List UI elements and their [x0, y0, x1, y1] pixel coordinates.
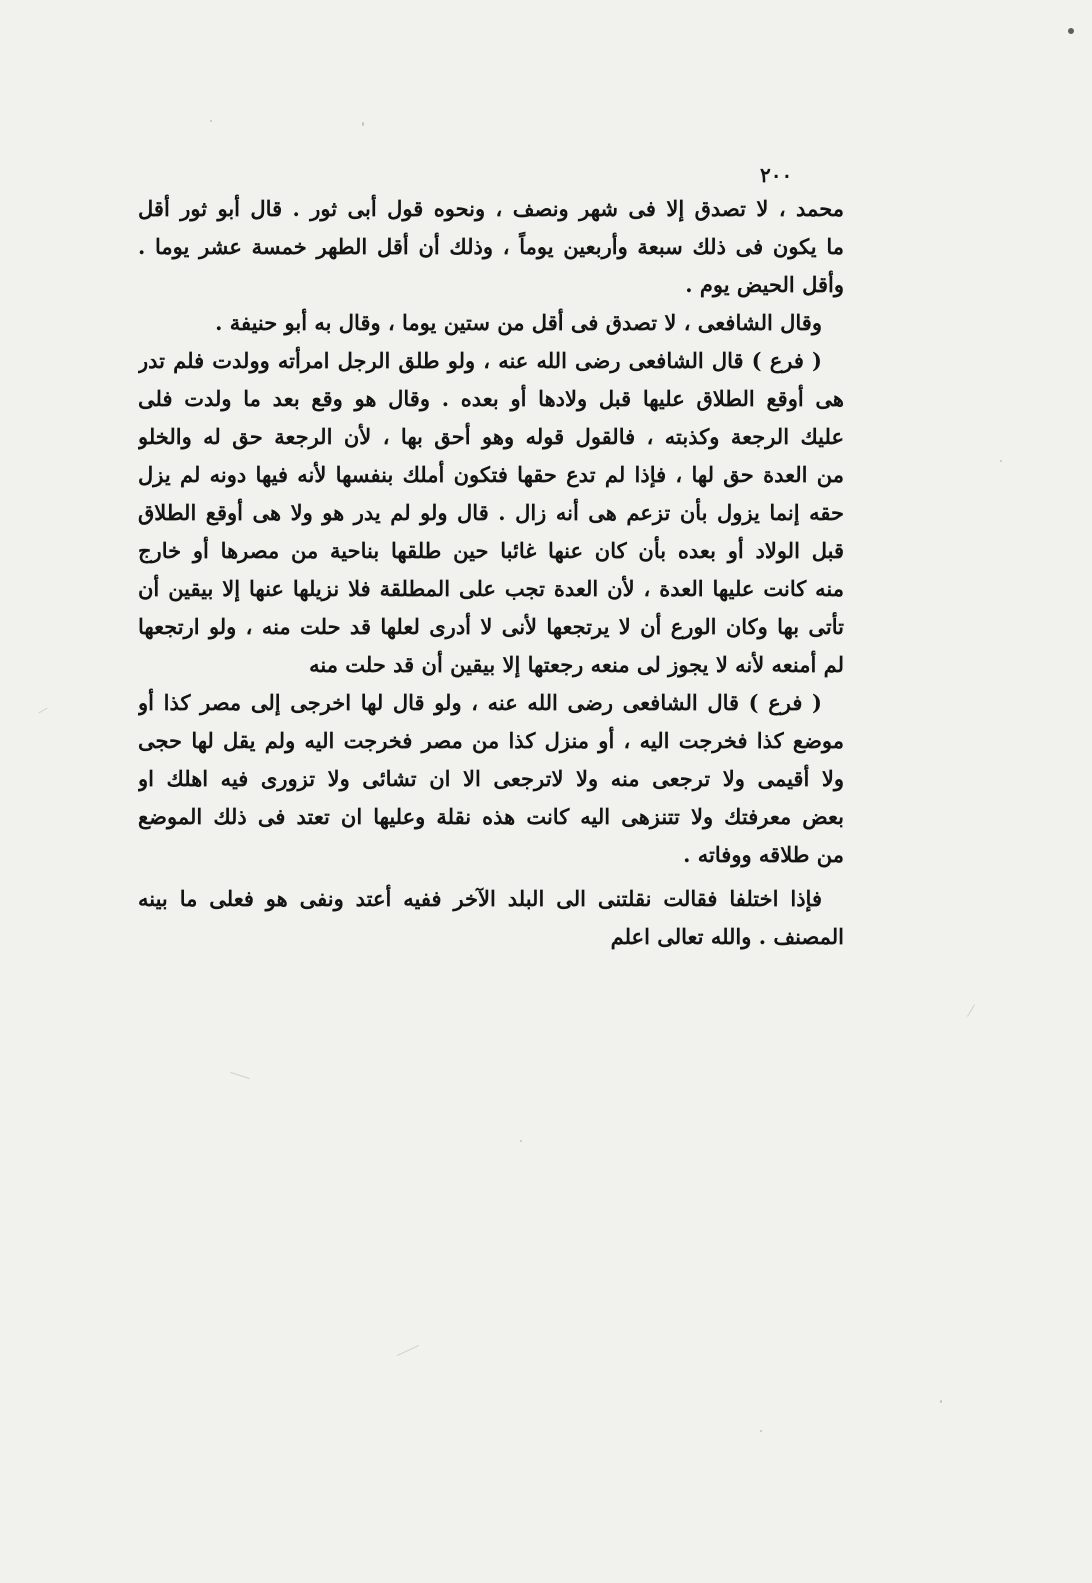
text-line: ( فرع ) قال الشافعى رضى الله عنه ، ولو طلق الرجل امرأته وولدت فلم تدر — [138, 348, 822, 373]
document-text — [138, 190, 844, 956]
paper-scratch — [230, 1072, 249, 1079]
paper-speck — [210, 120, 212, 122]
paper-scratch — [967, 1004, 975, 1017]
page-number: ٢٠٠ — [760, 163, 793, 187]
paper-speck — [940, 1400, 942, 1403]
paper-speck — [520, 1140, 522, 1142]
paper-scratch — [38, 708, 47, 714]
text-line: ولا أقيمى ولا ترجعى منه ولا لاترجعى الا ان تشائى ولا تزورى فيه اهلك او — [138, 766, 844, 791]
paper-speck — [1068, 28, 1074, 34]
paper-scratch — [397, 1345, 419, 1356]
text-line: قبل الولاد أو بعده بأن كان عنها غائبا حين طلقها بناحية من مصرها أو خارج — [138, 538, 844, 563]
text-line: منه كانت عليها العدة ، لأن العدة تجب على المطلقة فلا نزيلها عنها إلا بيقين أن — [138, 576, 844, 601]
paper-speck — [362, 122, 364, 126]
text-line: لم أمنعه لأنه لا يجوز لى منعه رجعتها إلا بيقين أن قد حلت منه — [309, 652, 844, 677]
text-line: حقه إنما يزول بأن تزعم هى أنه زال . قال ولو لم يدر هو ولا هى أوقع الطلاق — [138, 500, 844, 525]
text-line: محمد ، لا تصدق إلا فى شهر ونصف ، ونحوه قول أبى ثور . قال أبو ثور أقل — [138, 196, 844, 221]
paper-speck — [1000, 460, 1002, 462]
text-line: وقال الشافعى ، لا تصدق فى أقل من ستين يوما ، وقال به أبو حنيفة . — [215, 310, 822, 335]
text-line: المصنف . والله تعالى اعلم — [610, 924, 844, 949]
text-line: بعض معرفتك ولا تتنزهى اليه كانت هذه نقلة وعليها ان تعتد فى ذلك الموضع — [138, 804, 844, 829]
text-line: هى أوقع الطلاق عليها قبل ولادها أو بعده . وقال هو وقع بعد ما ولدت فلى — [138, 386, 844, 411]
text-line: موضع كذا فخرجت اليه ، أو منزل كذا من مصر فخرجت اليه ولم يقل لها حجى — [138, 728, 844, 753]
paper-speck — [760, 1430, 762, 1432]
text-line: ( فرع ) قال الشافعى رضى الله عنه ، ولو قال لها اخرجى إلى مصر كذا أو — [138, 690, 822, 715]
text-line: فإذا اختلفا فقالت نقلتنى الى البلد الآخر ففيه أعتد ونفى هو فعلى ما بينه — [138, 886, 822, 911]
text-line: من طلاقه ووفاته . — [683, 842, 844, 867]
text-line: ما يكون فى ذلك سبعة وأربعين يوماً ، وذلك أن أقل الطهر خمسة عشر يوما . — [138, 234, 844, 259]
text-line: تأتى بها وكان الورع أن لا يرتجعها لأنى لا أدرى لعلها قد حلت منه ، ولو ارتجعها — [138, 614, 844, 639]
text-line: من العدة حق لها ، فإذا لم تدع حقها فتكون أملك بنفسها لأنه فيها دونه لم يزل — [138, 462, 844, 487]
text-line: وأقل الحيض يوم . — [685, 272, 844, 297]
text-line: عليك الرجعة وكذبته ، فالقول قوله وهو أحق بها ، لأن الرجعة حق له والخلو — [138, 424, 844, 449]
